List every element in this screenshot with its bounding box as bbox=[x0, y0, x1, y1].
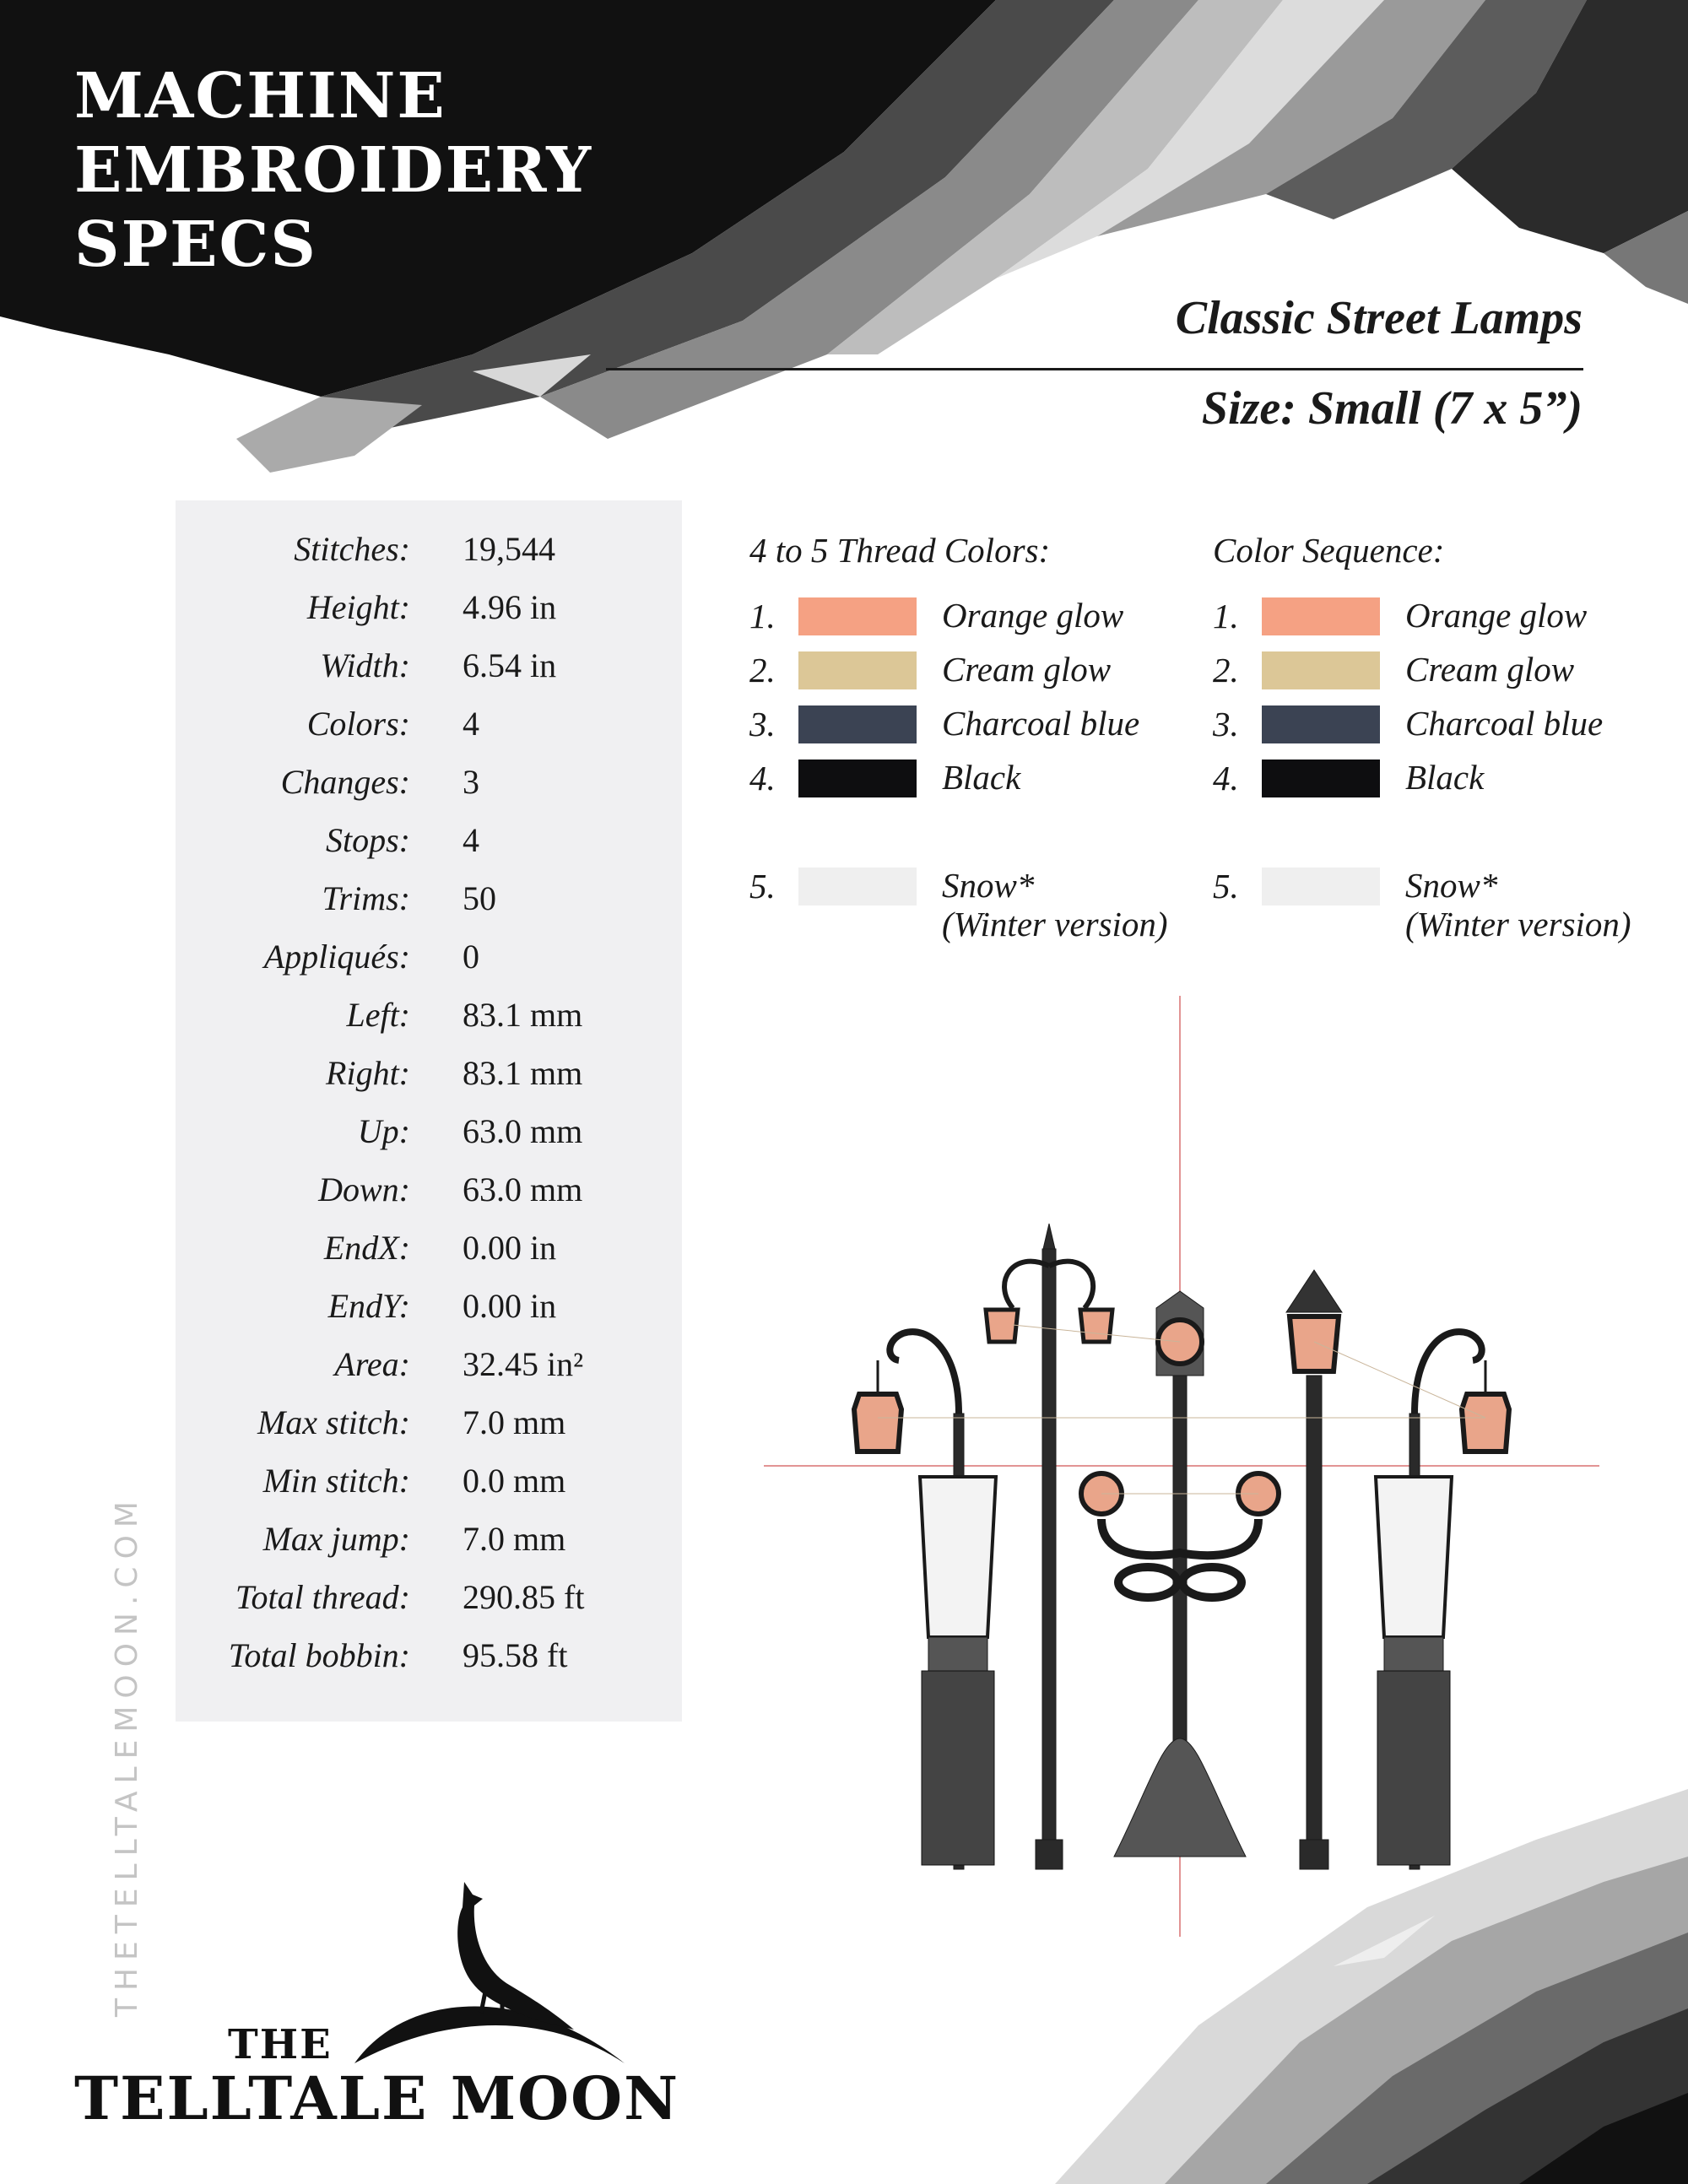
website-url: THETELLTALEMOON.COM bbox=[110, 1494, 144, 2017]
thread-name bbox=[942, 758, 1020, 797]
spec-label: Max jump: bbox=[262, 1520, 410, 1558]
logo-text-the: THE bbox=[228, 2021, 333, 2068]
thread-number: 4. bbox=[749, 759, 776, 797]
spec-row bbox=[176, 1344, 682, 1395]
spec-row bbox=[176, 1111, 682, 1162]
spec-row bbox=[176, 762, 682, 813]
spec-row bbox=[176, 995, 682, 1046]
thread-name-text: Cream glow bbox=[942, 650, 1112, 689]
thread-name-text: Cream glow bbox=[1405, 650, 1575, 689]
spec-label: Left: bbox=[346, 996, 410, 1034]
spec-value: 32.45 in² bbox=[463, 1345, 584, 1383]
spec-label: Max stitch: bbox=[257, 1403, 410, 1441]
spec-label: Min stitch: bbox=[262, 1462, 410, 1500]
color-swatch bbox=[1262, 760, 1380, 797]
title-line: MACHINE bbox=[74, 60, 446, 132]
spec-row bbox=[176, 1053, 682, 1104]
color-swatch bbox=[798, 597, 917, 635]
specs-panel bbox=[176, 500, 682, 1722]
thread-name-text: Orange glow bbox=[1405, 596, 1588, 635]
spec-label: Area: bbox=[334, 1345, 410, 1383]
spec-label: Width: bbox=[320, 646, 410, 684]
spec-value: 83.1 mm bbox=[463, 1054, 583, 1092]
spec-row bbox=[176, 1228, 682, 1279]
spec-label: EndY: bbox=[327, 1287, 410, 1325]
thread-name-text: Orange glow bbox=[942, 596, 1124, 635]
color-swatch bbox=[798, 705, 917, 743]
color-swatch bbox=[798, 760, 917, 797]
design-name: Classic Street Lamps bbox=[1175, 292, 1582, 344]
spec-row bbox=[176, 820, 682, 871]
thread-number: 4. bbox=[1213, 759, 1239, 797]
spec-row bbox=[176, 587, 682, 638]
thread-name bbox=[942, 650, 1111, 689]
thread-name bbox=[1405, 758, 1484, 797]
spec-value: 19,544 bbox=[463, 530, 555, 568]
crow-moon-logo-icon bbox=[346, 1873, 650, 2068]
thread-name-text: Black bbox=[1405, 758, 1485, 797]
spec-value: 95.58 ft bbox=[463, 1636, 568, 1674]
thread-colors-heading: 4 to 5 Thread Colors: bbox=[749, 531, 1051, 570]
spec-value: 83.1 mm bbox=[463, 996, 583, 1034]
spec-value: 0.0 mm bbox=[463, 1462, 566, 1500]
spec-value: 7.0 mm bbox=[463, 1403, 566, 1441]
spec-value: 4.96 in bbox=[463, 588, 557, 626]
spec-value: 0 bbox=[463, 938, 479, 976]
thread-name bbox=[1405, 650, 1574, 689]
color-swatch bbox=[1262, 868, 1380, 905]
spec-label: Stops: bbox=[326, 821, 410, 859]
spec-label: Changes: bbox=[280, 763, 410, 801]
thread-name bbox=[942, 704, 1139, 743]
thread-name-text: Snow* bbox=[1405, 866, 1498, 905]
thread-number: 2. bbox=[1213, 651, 1239, 689]
spec-label: Up: bbox=[357, 1112, 410, 1150]
spec-row bbox=[176, 1403, 682, 1453]
color-swatch bbox=[798, 868, 917, 905]
thread-name-text: Charcoal blue bbox=[942, 704, 1140, 743]
thread-name bbox=[1405, 596, 1587, 635]
spec-row bbox=[176, 937, 682, 987]
spec-value: 3 bbox=[463, 763, 479, 801]
spec-value: 7.0 mm bbox=[463, 1520, 566, 1558]
design-size: Size: Small (7 x 5”) bbox=[1201, 382, 1582, 435]
spec-row bbox=[176, 529, 682, 580]
thread-number: 1. bbox=[1213, 597, 1239, 635]
spec-value: 50 bbox=[463, 879, 496, 917]
logo-text-main: TELLTALE MOON bbox=[74, 2063, 680, 2133]
spec-row bbox=[176, 1577, 682, 1628]
page-title bbox=[74, 59, 592, 282]
color-swatch bbox=[1262, 705, 1380, 743]
spec-value: 4 bbox=[463, 821, 479, 859]
thread-name-text: Snow* bbox=[942, 866, 1035, 905]
spec-label: Height: bbox=[306, 588, 410, 626]
spec-value: 290.85 ft bbox=[463, 1578, 585, 1616]
spec-row bbox=[176, 704, 682, 754]
thread-number: 3. bbox=[1213, 705, 1239, 743]
spec-label: Trims: bbox=[322, 879, 410, 917]
color-swatch bbox=[1262, 597, 1380, 635]
thread-name-text: Charcoal blue bbox=[1405, 704, 1604, 743]
spec-value: 0.00 in bbox=[463, 1229, 557, 1267]
spec-row bbox=[176, 1461, 682, 1511]
spec-label: EndX: bbox=[323, 1229, 410, 1267]
spec-label: Appliqués: bbox=[263, 938, 410, 976]
thread-note: (Winter version) bbox=[942, 905, 1168, 943]
spec-value: 63.0 mm bbox=[463, 1170, 583, 1208]
spec-label: Down: bbox=[318, 1170, 410, 1208]
spec-row bbox=[176, 646, 682, 696]
thread-number: 1. bbox=[749, 597, 776, 635]
thread-name bbox=[1405, 704, 1603, 743]
spec-label: Stitches: bbox=[294, 530, 410, 568]
color-sequence-heading: Color Sequence: bbox=[1213, 531, 1445, 570]
thread-number: 3. bbox=[749, 705, 776, 743]
design-preview-image bbox=[760, 996, 1604, 1941]
thread-name bbox=[1405, 866, 1631, 943]
spec-label: Total bobbin: bbox=[228, 1636, 410, 1674]
color-swatch bbox=[1262, 651, 1380, 689]
thread-name bbox=[942, 866, 1168, 943]
spec-value: 4 bbox=[463, 705, 479, 743]
spec-row bbox=[176, 1519, 682, 1570]
spec-row bbox=[176, 1286, 682, 1337]
title-line: EMBROIDERY bbox=[74, 134, 593, 207]
thread-number: 5. bbox=[1213, 867, 1239, 905]
thread-name bbox=[942, 596, 1123, 635]
thread-number: 5. bbox=[749, 867, 776, 905]
spec-label: Colors: bbox=[306, 705, 410, 743]
spec-row bbox=[176, 1170, 682, 1220]
spec-value: 0.00 in bbox=[463, 1287, 557, 1325]
title-line: SPECS bbox=[74, 208, 317, 281]
thread-name-text: Black bbox=[942, 758, 1021, 797]
color-swatch bbox=[798, 651, 917, 689]
title-divider bbox=[606, 368, 1583, 370]
spec-label: Right: bbox=[326, 1054, 410, 1092]
spec-row bbox=[176, 1635, 682, 1686]
spec-value: 63.0 mm bbox=[463, 1112, 583, 1150]
spec-value: 6.54 in bbox=[463, 646, 557, 684]
spec-label: Total thread: bbox=[235, 1578, 410, 1616]
thread-number: 2. bbox=[749, 651, 776, 689]
spec-row bbox=[176, 878, 682, 929]
thread-note: (Winter version) bbox=[1405, 905, 1631, 943]
